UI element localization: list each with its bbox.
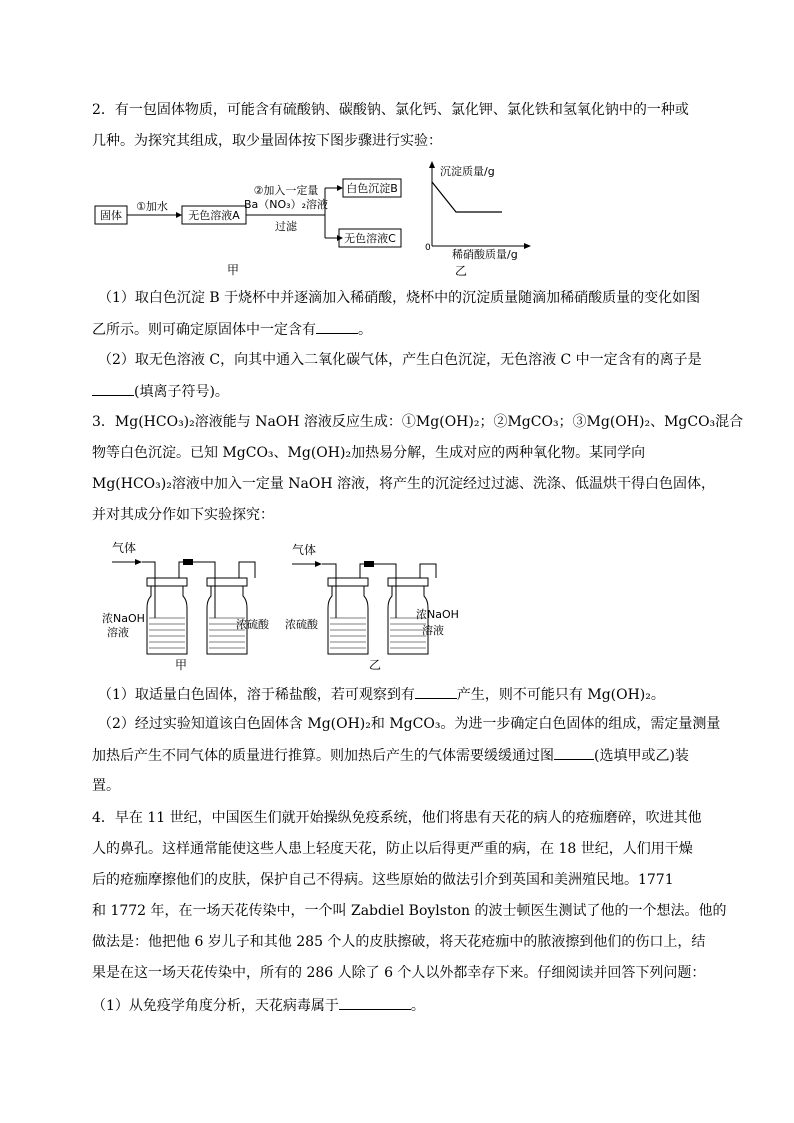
flow-precipitate-b: 白色沉淀B <box>346 182 398 195</box>
q3-sub1-answer-blank[interactable] <box>415 684 457 699</box>
flow-solid: 固体 <box>100 209 122 222</box>
q3-sub1-line <box>98 684 708 705</box>
q3-sub2-line-2 <box>92 745 702 766</box>
q3-stem-line-4: 并对其成分作如下实验探究： <box>92 507 274 523</box>
flow-step2-line2: Ba（NO₃）₂溶液 <box>244 198 328 211</box>
flow-solution-c: 无色溶液C <box>344 232 396 245</box>
app-b-right-line1: 浓NaOH <box>416 608 459 621</box>
q2-sub2-line-2 <box>92 381 702 402</box>
q4-sub1-line <box>92 995 702 1016</box>
flow-step2-line1: ②加入一定量 <box>253 184 319 197</box>
graph-label: 乙 <box>454 264 468 278</box>
app-a-left-line1: 浓NaOH <box>102 612 145 625</box>
flow-label: 甲 <box>226 263 240 277</box>
q3-stem-line-3: Mg(HCO₃)₂溶液中加入一定量 NaOH 溶液，将产生的沉淀经过过滤、洗涤、低温烘干得白色固体， <box>92 476 716 492</box>
q3-apparatus-b <box>280 538 480 673</box>
q2-sub1-answer-blank[interactable] <box>316 319 358 334</box>
q2-flow-diagram <box>90 170 420 280</box>
q4-stem-line-6: 果是在这一场天花传染中，所有的 286 人除了 6 个人以外都幸存下来。仔细阅读并回答下列问题： <box>92 965 706 981</box>
q3-sub1-text: （1）取适量白色固体，溶于稀盐酸，若可观察到有 <box>98 687 415 703</box>
q3-sub2-answer-blank[interactable] <box>554 745 594 760</box>
app-a-label: 甲 <box>174 658 188 672</box>
q3-sub2-line-3: 置。 <box>92 778 120 794</box>
q2-stem-line-2: 几种。为探究其组成，取少量固体按下图步骤进行实验： <box>92 133 442 149</box>
q4-stem-line-3: 后的疮痂摩擦他们的皮肤，保护自己不得病。这些原始的做法引介到英国和美洲殖民地。1771 <box>92 872 674 888</box>
q4-sub1-end: 。 <box>410 998 425 1014</box>
q4-sub1-text: （1）从免疫学角度分析，天花病毒属于 <box>92 998 339 1014</box>
q3-sub2-end: (选填甲或乙)装 <box>594 748 689 764</box>
q3-sub1-end: 产生，则不可能只有 Mg(OH)₂。 <box>456 687 665 703</box>
q4-stem-line-2: 人的鼻孔。这样通常能使这些人患上轻度天花，防止以后得更严重的病，在 18 世纪，人们用干燥 <box>92 841 693 857</box>
q3-stem-line-1: 3．Mg(HCO₃)₂溶液能与 NaOH 溶液反应生成：①Mg(OH)₂；②MgCO₃；③Mg(OH)₂、MgCO₃混合 <box>92 414 744 430</box>
q3-sub2-text: 加热后产生不同气体的质量进行推算。则加热后产生的气体需要缓缓通过图 <box>92 748 554 764</box>
app-a-right: 浓硫酸 <box>236 618 269 631</box>
flow-solution-a: 无色溶液A <box>188 209 240 222</box>
q2-stem-line-1: 2．有一包固体物质，可能含有硫酸钠、碳酸钠、氯化钙、氯化钾、氯化铁和氢氧化钠中的一种或 <box>92 102 689 118</box>
q2-sub1-text: 乙所示。则可确定原固体中一定含有 <box>92 322 316 338</box>
q3-apparatus-a <box>95 538 285 673</box>
graph-origin: 0 <box>425 243 431 253</box>
q2-sub2-text: (填离子符号)。 <box>134 384 229 400</box>
q3-stem-line-2: 物等白色沉淀。已知 MgCO₃、Mg(OH)₂加热易分解，生成对应的两种氧化物。某同学向 <box>92 445 646 461</box>
app-b-left: 浓硫酸 <box>285 618 318 631</box>
flow-filter: 过滤 <box>275 220 297 233</box>
app-b-gas: 气体 <box>292 543 317 557</box>
q2-sub2-line-1: （2）取无色溶液 C，向其中通入二氧化碳气体，产生白色沉淀，无色溶液 C 中一定含有的离子是 <box>98 352 702 368</box>
app-b-right-line2: 溶液 <box>422 624 444 637</box>
q4-stem-line-5: 做法是：他把他 6 岁儿子和其他 285 个人的皮肤擦破，将天花疮痂中的脓液擦到他们的伤口上，结 <box>92 934 706 950</box>
graph-xlabel: 稀硝酸质量/g <box>452 248 518 261</box>
graph-ylabel: 沉淀质量/g <box>440 165 495 178</box>
q2-precipitate-graph <box>418 160 538 280</box>
q2-sub1-line-1: （1）取白色沉淀 B 于烧杯中并逐滴加入稀硝酸，烧杯中的沉淀质量随滴加稀硝酸质量的变化如图 <box>98 290 701 306</box>
app-b-label: 乙 <box>368 658 382 672</box>
app-a-gas: 气体 <box>112 541 137 555</box>
q3-sub2-line-1: （2）经过实验知道该白色固体含 Mg(OH)₂和 MgCO₃。为进一步确定白色固体的组成，需定量测量 <box>98 716 721 732</box>
app-a-left-line2: 溶液 <box>107 626 129 639</box>
q4-sub1-answer-blank[interactable] <box>339 995 411 1010</box>
q4-stem-line-1: 4．早在 11 世纪，中国医生们就开始操纵免疫系统，他们将患有天花的病人的疮痂磨碎，吹进其他 <box>92 810 702 826</box>
flow-step1: ①加水 <box>136 200 168 213</box>
q2-sub1-end: 。 <box>358 322 372 338</box>
precipitate-curve <box>432 182 502 212</box>
q4-stem-line-4: 和 1772 年，在一场天花传染中，一个叫 Zabdiel Boylston 的波士顿医生测试了他的一个想法。他的 <box>92 903 727 919</box>
q2-sub2-answer-blank[interactable] <box>92 381 134 396</box>
q2-sub1-line-2 <box>92 319 702 340</box>
